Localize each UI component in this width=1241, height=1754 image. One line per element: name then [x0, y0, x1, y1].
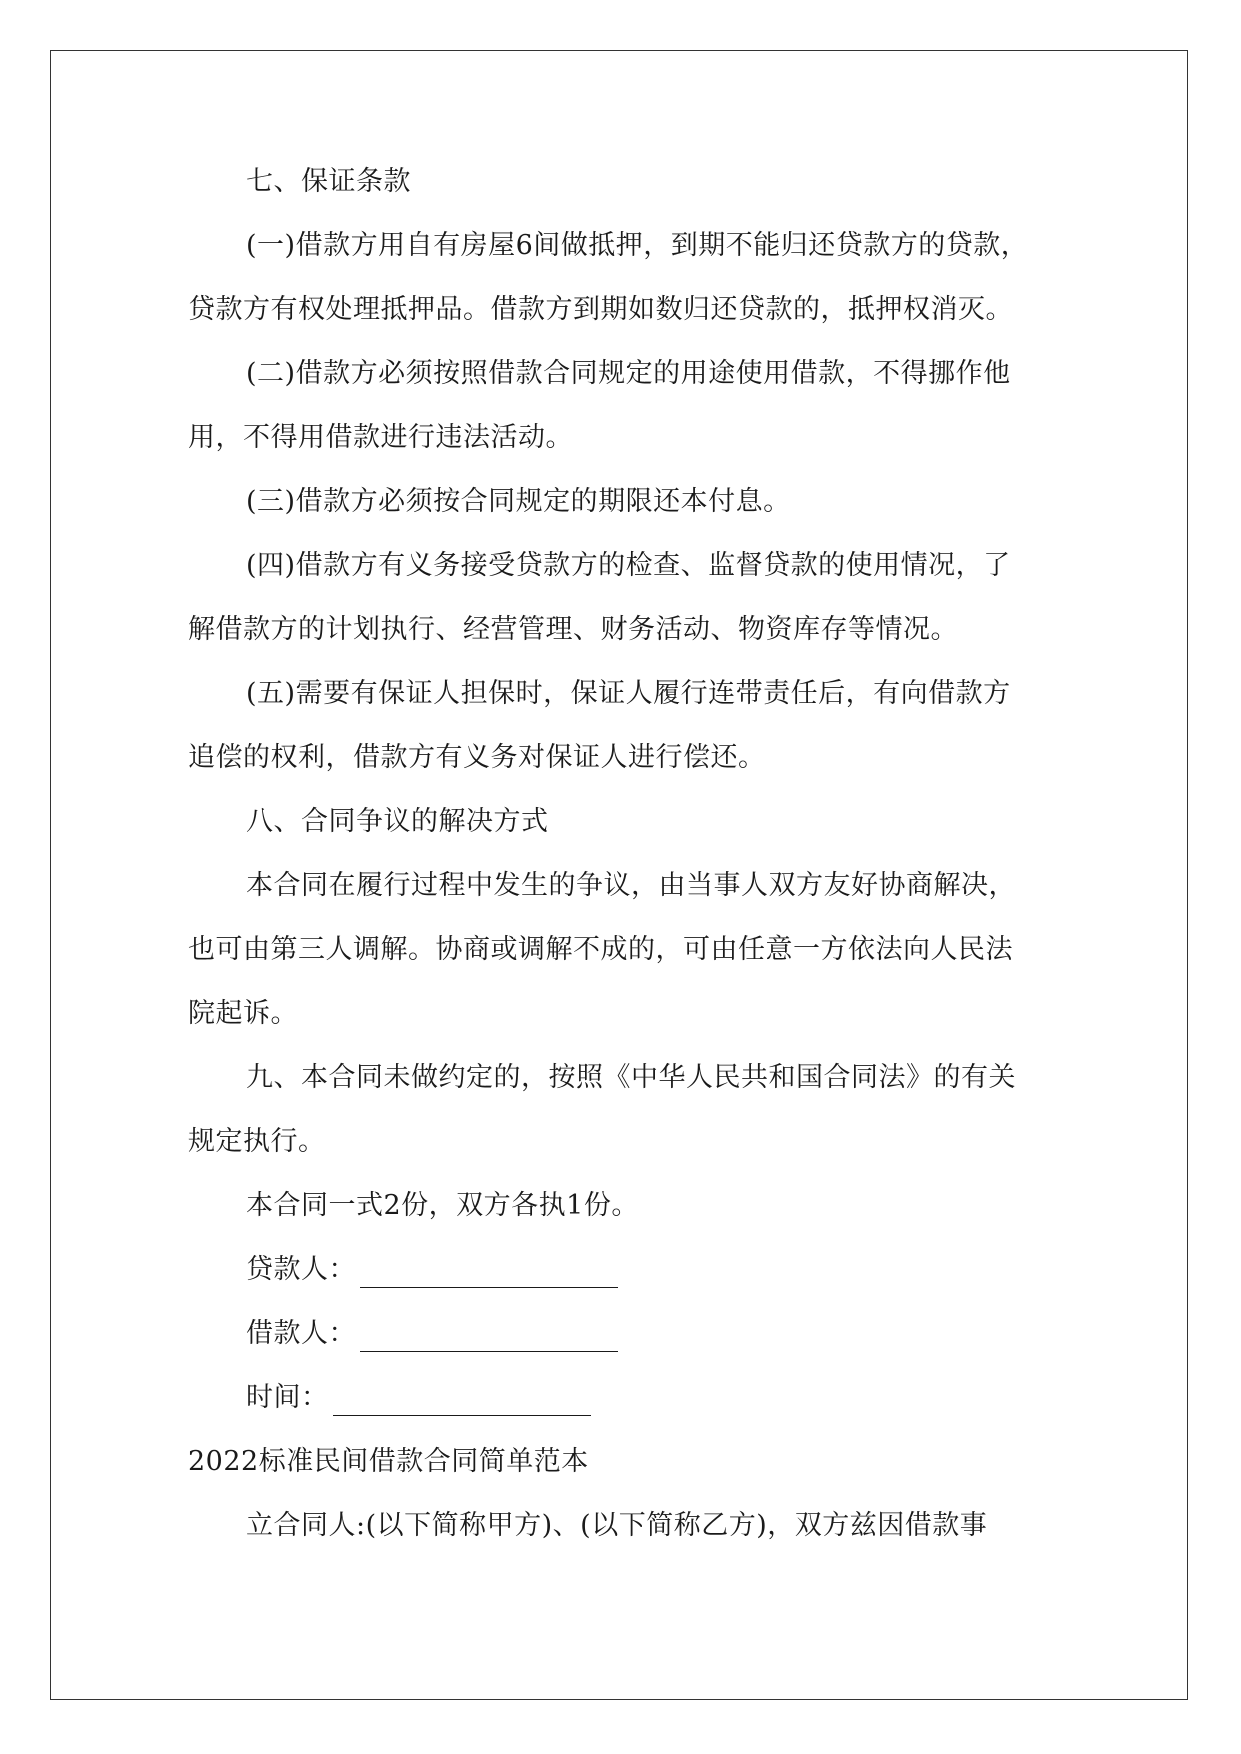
paragraph-line: (一)借款方用自有房屋6间做抵押，到期不能归还贷款方的贷款， — [246, 230, 1029, 261]
lender-label: 贷款人： — [246, 1254, 356, 1285]
paragraph-line: (四)借款方有义务接受贷款方的检查、监督贷款的使用情况，了 — [246, 550, 1011, 581]
borrower-label: 借款人： — [246, 1318, 356, 1349]
signature-time — [246, 1380, 591, 1416]
signature-lender — [246, 1252, 618, 1288]
signature-borrower — [246, 1316, 618, 1352]
time-label: 时间： — [246, 1382, 329, 1413]
paragraph-line: 贷款方有权处理抵押品。借款方到期如数归还贷款的，抵押权消灭。 — [188, 294, 1013, 325]
paragraph-line: 立合同人:(以下简称甲方)、(以下简称乙方)，双方兹因借款事 — [246, 1510, 988, 1541]
paragraph-line: 解借款方的计划执行、经营管理、财务活动、物资库存等情况。 — [188, 614, 958, 645]
paragraph-line: 也可由第三人调解。协商或调解不成的，可由任意一方依法向人民法 — [188, 934, 1013, 965]
section-heading-dispute: 八、合同争议的解决方式 — [246, 806, 549, 837]
paragraph-line: 规定执行。 — [188, 1126, 326, 1157]
paragraph-line: 用，不得用借款进行违法活动。 — [188, 422, 573, 453]
time-blank — [333, 1387, 591, 1416]
paragraph-line: 院起诉。 — [188, 998, 298, 1029]
paragraph-line: (五)需要有保证人担保时，保证人履行连带责任后，有向借款方 — [246, 678, 1011, 709]
lender-blank — [360, 1259, 618, 1288]
paragraph-line: 追偿的权利，借款方有义务对保证人进行偿还。 — [188, 742, 766, 773]
section-heading-other: 九、本合同未做约定的，按照《中华人民共和国合同法》的有关 — [246, 1062, 1016, 1093]
borrower-blank — [360, 1323, 618, 1352]
section-heading-guarantee: 七、保证条款 — [246, 166, 411, 197]
next-document-title: 2022标准民间借款合同简单范本 — [188, 1446, 589, 1477]
copies-clause: 本合同一式2份，双方各执1份。 — [246, 1190, 639, 1221]
paragraph-line: (三)借款方必须按合同规定的期限还本付息。 — [246, 486, 791, 517]
paragraph-line: (二)借款方必须按照借款合同规定的用途使用借款，不得挪作他 — [246, 358, 1011, 389]
paragraph-line: 本合同在履行过程中发生的争议，由当事人双方友好协商解决， — [246, 870, 1016, 901]
